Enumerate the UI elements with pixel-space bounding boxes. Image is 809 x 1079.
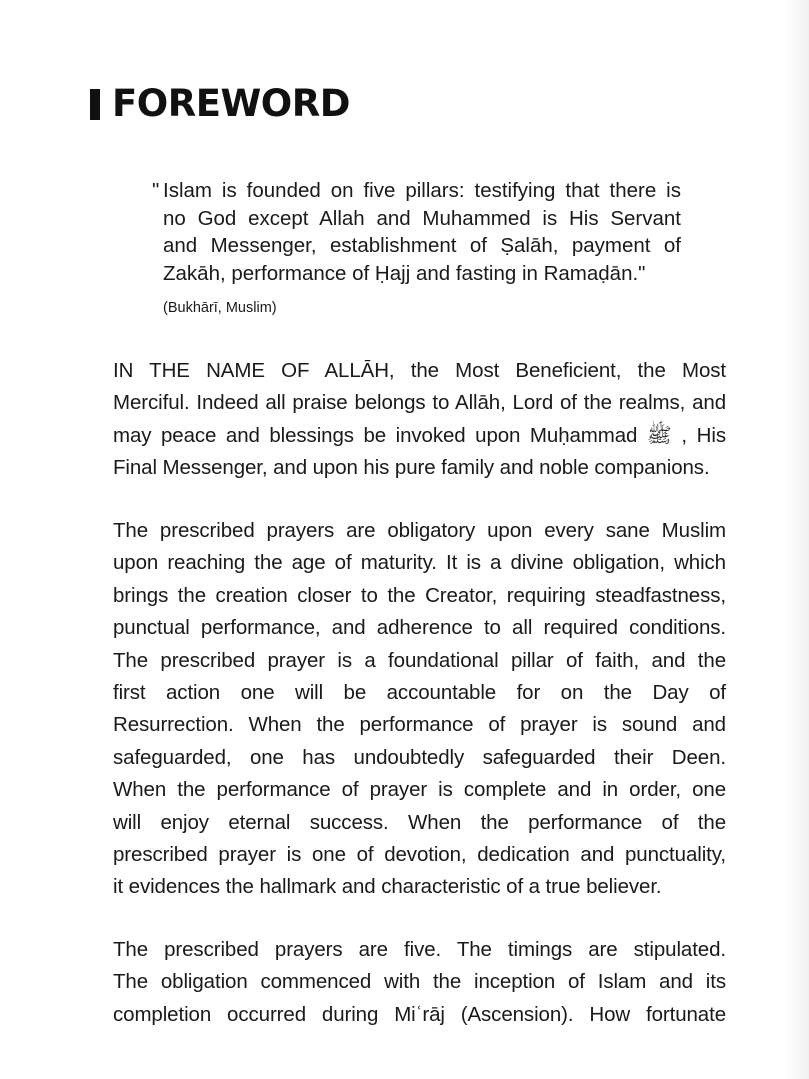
heading-title: FOREWORD bbox=[112, 82, 350, 125]
quote-line: and Messenger, establishment of Ṣalāh, payment of bbox=[163, 234, 681, 257]
paragraph-line: The obligation commenced with the inception of Islam and its bbox=[113, 970, 726, 994]
paragraph-line: When the performance of prayer is complete and in order, one bbox=[113, 778, 726, 802]
paragraph-line: safeguarded, one has undoubtedly safeguarded their Deen. bbox=[113, 745, 726, 769]
quote-line: Zakāh, performance of Ḥajj and fasting in Ramaḍān." bbox=[163, 261, 646, 285]
paragraph-five-prayers bbox=[113, 934, 726, 1031]
paragraph-line: may peace and blessings be invoked upon Muḥammad ﷺ , His bbox=[113, 423, 726, 447]
paragraph-line: brings the creation closer to the Creator, requiring steadfastness, bbox=[113, 583, 726, 607]
quote-source: (Bukhārī, Muslim) bbox=[163, 300, 277, 316]
heading-marker-bar bbox=[90, 89, 100, 120]
paragraph-line: The prescribed prayers are obligatory upon every sane Muslim bbox=[113, 519, 726, 542]
paragraph-obligation bbox=[113, 515, 726, 904]
paragraph-line: prescribed prayer is one of devotion, dedication and punctuality, bbox=[113, 842, 726, 866]
section-heading bbox=[90, 84, 350, 124]
paragraph-line: IN THE NAME OF ALLĀH, the Most Beneficient, the Most bbox=[113, 359, 726, 382]
paragraph-line: it evidences the hallmark and characteristic of a true believer. bbox=[113, 875, 662, 899]
paragraph-line: The prescribed prayers are five. The timings are stipulated. bbox=[113, 938, 726, 961]
quote-line: no God except Allah and Muhammed is His Servant bbox=[163, 206, 681, 230]
quote-line: Islam is founded on five pillars: testifying that there is bbox=[163, 179, 681, 202]
paragraph-line: upon reaching the age of maturity. It is a divine obligation, which bbox=[113, 551, 726, 575]
quote-open-mark: " bbox=[152, 179, 160, 202]
paragraph-line: will enjoy eternal success. When the performance of the bbox=[113, 810, 726, 834]
paragraph-line: The prescribed prayer is a foundational pillar of faith, and the bbox=[113, 648, 726, 672]
paragraph-line: punctual performance, and adherence to all required conditions. bbox=[113, 616, 726, 640]
hadith-quote bbox=[152, 177, 681, 287]
paragraph-line: Resurrection. When the performance of prayer is sound and bbox=[113, 713, 726, 737]
paragraph-line: Merciful. Indeed all praise belongs to Allāh, Lord of the realms, and bbox=[113, 391, 726, 415]
paragraph-invocation bbox=[113, 355, 726, 485]
paragraph-line: Final Messenger, and upon his pure family and noble companions. bbox=[113, 456, 710, 480]
paragraph-line: first action one will be accountable for on the Day of bbox=[113, 680, 726, 704]
paragraph-line: completion occurred during Miʿrāj (Ascension). How fortunate bbox=[113, 1002, 726, 1026]
page-edge-shadow bbox=[785, 0, 809, 1079]
